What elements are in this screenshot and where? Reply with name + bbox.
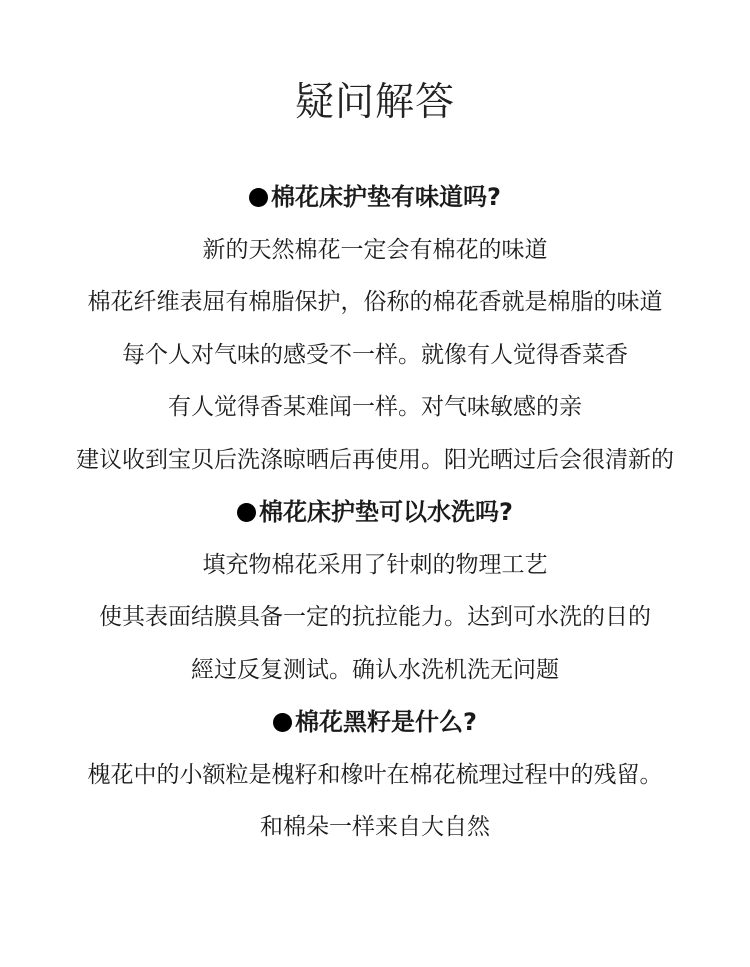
faq-answer-line: 和棉朵一样来自大自然 — [260, 814, 490, 840]
faq-answer-line: 使其表面结膜具备一定的抗拉能力。达到可水洗的日的 — [99, 604, 651, 630]
faq-question-text: 棉花黑籽是什么? — [295, 708, 477, 736]
faq-list — [0, 171, 750, 854]
faq-question-text: 棉花床护垫可以水洗吗? — [259, 498, 513, 526]
bullet-dot-icon — [249, 188, 268, 207]
faq-answer-line: 每个人对气味的感受不一样。就像有人觉得香菜香 — [122, 341, 628, 368]
bullet-dot-icon — [237, 503, 256, 522]
faq-question-text: 棉花床护垫有味道吗? — [271, 183, 501, 211]
faq-answer-line: 棉花纤维表屈有棉脂保护，俗称的棉花香就是棉脂的味道 — [87, 289, 663, 315]
faq-question-1 — [0, 171, 750, 224]
faq-question-3 — [0, 696, 750, 749]
faq-answer-line: 填充物棉花采用了针刺的物理工艺 — [202, 551, 548, 578]
faq-answer-line: 經过反复测试。确认水洗机洗无问题 — [191, 656, 559, 683]
faq-answer-line: 新的天然棉花一定会有棉花的味道 — [202, 236, 548, 263]
page-title: 疑问解答 — [294, 80, 455, 125]
faq-answer-line: 建议收到宝贝后洗涤晾晒后再使用。阳光晒过后会很清新的 — [76, 446, 674, 473]
faq-answer-line: 槐花中的小额粒是槐籽和橡叶在棉花梳理过程中的残留。 — [87, 761, 663, 788]
bullet-dot-icon — [273, 713, 292, 732]
faq-question-2 — [0, 486, 750, 539]
faq-answer-line: 有人觉得香某难闻一样。对气味敏感的亲 — [168, 394, 582, 420]
